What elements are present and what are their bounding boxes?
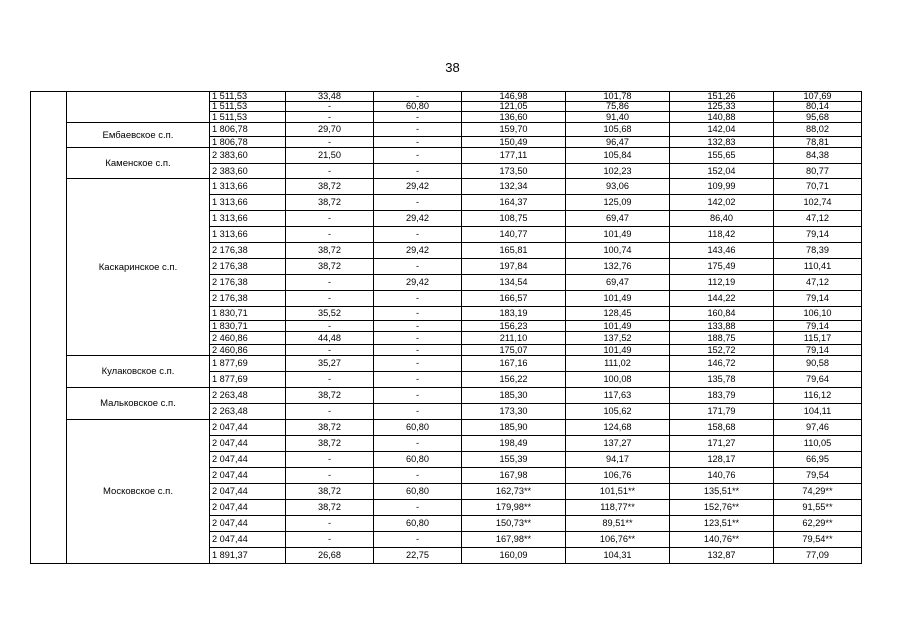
table-cell: 140,88: [670, 112, 774, 123]
settlement-name: Кулаковское с.п.: [67, 356, 210, 388]
table-cell: 105,68: [566, 123, 670, 137]
table-cell: -: [374, 468, 462, 484]
table-cell: -: [286, 532, 374, 548]
table-cell: 26,68: [286, 548, 374, 564]
table-cell: 2 047,44: [210, 532, 286, 548]
table-cell: 146,98: [462, 92, 566, 102]
table-cell: 29,42: [374, 275, 462, 291]
table-cell: 140,76: [670, 468, 774, 484]
table-cell: 38,72: [286, 179, 374, 195]
table-cell: 38,72: [286, 436, 374, 452]
table-row: [31, 123, 862, 137]
table-cell: 128,45: [566, 307, 670, 321]
table-cell: 135,78: [670, 372, 774, 388]
table-cell: -: [374, 137, 462, 148]
table-cell: 69,47: [566, 275, 670, 291]
table-cell: -: [286, 227, 374, 243]
table-cell: 152,72: [670, 345, 774, 356]
table-cell: 80,14: [774, 102, 862, 112]
table-cell: -: [374, 291, 462, 307]
table-cell: 146,72: [670, 356, 774, 372]
table-row: [31, 179, 862, 195]
table-row: [31, 420, 862, 436]
table-cell: 89,51**: [566, 516, 670, 532]
table-cell: -: [374, 500, 462, 516]
table-cell: 137,27: [566, 436, 670, 452]
table-cell: 167,98: [462, 468, 566, 484]
table-cell: 179,98**: [462, 500, 566, 516]
table-cell: 35,27: [286, 356, 374, 372]
table-cell: 97,46: [774, 420, 862, 436]
table-cell: -: [374, 404, 462, 420]
table-cell: 21,50: [286, 148, 374, 164]
table-cell: 106,10: [774, 307, 862, 321]
table-cell: 2 047,44: [210, 420, 286, 436]
table-cell: 1 830,71: [210, 321, 286, 332]
table-cell: 1 511,53: [210, 112, 286, 123]
table-cell: 78,39: [774, 243, 862, 259]
settlement-name: Каскаринское с.п.: [67, 179, 210, 356]
table-cell: 107,69: [774, 92, 862, 102]
table-cell: 69,47: [566, 211, 670, 227]
table-cell: 1 806,78: [210, 123, 286, 137]
table-cell: 110,05: [774, 436, 862, 452]
table-cell: -: [286, 291, 374, 307]
table-cell: 38,72: [286, 500, 374, 516]
table-cell: -: [286, 372, 374, 388]
table-cell: 198,49: [462, 436, 566, 452]
page-number: 38: [445, 60, 460, 75]
table-cell: 123,51**: [670, 516, 774, 532]
table-cell: 79,14: [774, 227, 862, 243]
table-cell: 38,72: [286, 259, 374, 275]
table-cell: 183,79: [670, 388, 774, 404]
table-cell: 1 891,37: [210, 548, 286, 564]
table-row: [31, 388, 862, 404]
table-cell: -: [374, 436, 462, 452]
table-cell: 94,17: [566, 452, 670, 468]
table-cell: 1 511,53: [210, 92, 286, 102]
table-cell: 2 383,60: [210, 164, 286, 179]
table-row: [31, 148, 862, 164]
table-cell: 47,12: [774, 275, 862, 291]
table-cell: 1 313,66: [210, 211, 286, 227]
table-cell: 79,64: [774, 372, 862, 388]
table-cell: 79,54: [774, 468, 862, 484]
table-cell: 2 263,48: [210, 388, 286, 404]
table-cell: -: [286, 137, 374, 148]
table-cell: 1 877,69: [210, 372, 286, 388]
table-cell: 171,27: [670, 436, 774, 452]
table-cell: 106,76**: [566, 532, 670, 548]
table-cell: 1 313,66: [210, 195, 286, 211]
table-cell: 74,29**: [774, 484, 862, 500]
table-cell: 104,11: [774, 404, 862, 420]
table-cell: 2 176,38: [210, 259, 286, 275]
table-cell: 188,75: [670, 332, 774, 345]
table-cell: 116,12: [774, 388, 862, 404]
table-cell: 132,83: [670, 137, 774, 148]
table-cell: 101,49: [566, 345, 670, 356]
table-cell: 112,19: [670, 275, 774, 291]
table-cell: 159,70: [462, 123, 566, 137]
table-cell: 60,80: [374, 452, 462, 468]
table-cell: 1 830,71: [210, 307, 286, 321]
table-cell: 105,62: [566, 404, 670, 420]
table-cell: 38,72: [286, 195, 374, 211]
table-cell: 167,16: [462, 356, 566, 372]
table-cell: 2 176,38: [210, 291, 286, 307]
settlement-name: Каменское с.п.: [67, 148, 210, 179]
table-cell: 111,02: [566, 356, 670, 372]
table-cell: -: [374, 148, 462, 164]
table-cell: -: [374, 123, 462, 137]
table-cell: -: [374, 92, 462, 102]
table-cell: 121,05: [462, 102, 566, 112]
table-cell: 135,51**: [670, 484, 774, 500]
table-cell: 144,22: [670, 291, 774, 307]
tariff-table: [30, 91, 862, 564]
table-cell: 75,86: [566, 102, 670, 112]
table-cell: 79,14: [774, 345, 862, 356]
table-cell: 91,40: [566, 112, 670, 123]
table-cell: -: [374, 259, 462, 275]
table-cell: 60,80: [374, 420, 462, 436]
table-cell: 91,55**: [774, 500, 862, 516]
table-cell: 155,39: [462, 452, 566, 468]
table-cell: 29,70: [286, 123, 374, 137]
table-cell: -: [374, 227, 462, 243]
table-cell: 2 047,44: [210, 452, 286, 468]
table-cell: -: [374, 345, 462, 356]
table-cell: 2 047,44: [210, 484, 286, 500]
table-cell: -: [286, 275, 374, 291]
table-cell: 2 460,86: [210, 332, 286, 345]
table-cell: -: [374, 332, 462, 345]
table-cell: 164,37: [462, 195, 566, 211]
table-cell: 1 313,66: [210, 179, 286, 195]
table-cell: 151,26: [670, 92, 774, 102]
table-cell: 101,78: [566, 92, 670, 102]
table-cell: 143,46: [670, 243, 774, 259]
table-cell: 175,49: [670, 259, 774, 275]
table-cell: 100,08: [566, 372, 670, 388]
table-cell: 62,29**: [774, 516, 862, 532]
table-cell: 78,81: [774, 137, 862, 148]
table-cell: 79,54**: [774, 532, 862, 548]
table-cell: 38,72: [286, 388, 374, 404]
table-cell: 2 047,44: [210, 500, 286, 516]
table-cell: 35,52: [286, 307, 374, 321]
table-cell: -: [374, 112, 462, 123]
table-cell: 183,19: [462, 307, 566, 321]
table-cell: 86,40: [670, 211, 774, 227]
table-cell: 79,14: [774, 321, 862, 332]
table-cell: -: [374, 388, 462, 404]
table-cell: 150,49: [462, 137, 566, 148]
table-cell: 165,81: [462, 243, 566, 259]
table-cell: 80,77: [774, 164, 862, 179]
table-cell: 38,72: [286, 484, 374, 500]
table-cell: -: [374, 164, 462, 179]
table-cell: 38,72: [286, 243, 374, 259]
table-cell: 108,75: [462, 211, 566, 227]
table-cell: 142,02: [670, 195, 774, 211]
table-cell: -: [286, 468, 374, 484]
table-cell: 211,10: [462, 332, 566, 345]
table-cell: 22,75: [374, 548, 462, 564]
settlement-name: Ембаевское с.п.: [67, 123, 210, 148]
table-cell: 177,11: [462, 148, 566, 164]
table-cell: 101,51**: [566, 484, 670, 500]
table-cell: 60,80: [374, 484, 462, 500]
table-cell: -: [286, 211, 374, 227]
table-cell: 60,80: [374, 516, 462, 532]
table-cell: 29,42: [374, 179, 462, 195]
table-cell: 2 047,44: [210, 468, 286, 484]
table-cell: 175,07: [462, 345, 566, 356]
table-cell: 38,72: [286, 420, 374, 436]
settlement-name: Мальковское с.п.: [67, 388, 210, 420]
table-cell: 156,22: [462, 372, 566, 388]
table-body: [31, 92, 862, 564]
table-cell: 2 176,38: [210, 275, 286, 291]
table-cell: -: [374, 307, 462, 321]
table-cell: 152,76**: [670, 500, 774, 516]
table-cell: 29,42: [374, 211, 462, 227]
table-cell: 115,17: [774, 332, 862, 345]
table-cell: 29,42: [374, 243, 462, 259]
table-cell: 118,77**: [566, 500, 670, 516]
table-cell: 101,49: [566, 321, 670, 332]
table-cell: 185,30: [462, 388, 566, 404]
table-cell: 66,95: [774, 452, 862, 468]
table-cell: 93,06: [566, 179, 670, 195]
table-cell: -: [374, 356, 462, 372]
table-cell: 104,31: [566, 548, 670, 564]
table-cell: 124,68: [566, 420, 670, 436]
table-cell: -: [286, 112, 374, 123]
table-cell: 118,42: [670, 227, 774, 243]
table-cell: 90,58: [774, 356, 862, 372]
table-cell: -: [286, 321, 374, 332]
table-cell: 160,09: [462, 548, 566, 564]
table-cell: 1 313,66: [210, 227, 286, 243]
table-cell: 106,76: [566, 468, 670, 484]
table-cell: 133,88: [670, 321, 774, 332]
settlement-name: [67, 92, 210, 123]
table-cell: 2 383,60: [210, 148, 286, 164]
table-cell: 173,50: [462, 164, 566, 179]
table-cell: 101,49: [566, 291, 670, 307]
table-cell: 1 511,53: [210, 102, 286, 112]
table-cell: 2 047,44: [210, 436, 286, 452]
table-cell: 134,54: [462, 275, 566, 291]
table-cell: 2 176,38: [210, 243, 286, 259]
table-cell: 155,65: [670, 148, 774, 164]
table-cell: 142,04: [670, 123, 774, 137]
table-cell: 102,23: [566, 164, 670, 179]
table-cell: -: [286, 164, 374, 179]
table-cell: 150,73**: [462, 516, 566, 532]
table-cell: 140,77: [462, 227, 566, 243]
table-cell: 1 877,69: [210, 356, 286, 372]
table-cell: -: [286, 452, 374, 468]
table-cell: 156,23: [462, 321, 566, 332]
table-cell: -: [374, 195, 462, 211]
table-cell: 47,12: [774, 211, 862, 227]
table-cell: 110,41: [774, 259, 862, 275]
table-cell: 173,30: [462, 404, 566, 420]
table-cell: 44,48: [286, 332, 374, 345]
table-cell: -: [286, 102, 374, 112]
left-empty-column: [31, 92, 67, 564]
table-cell: 96,47: [566, 137, 670, 148]
table-cell: 132,87: [670, 548, 774, 564]
table-cell: 33,48: [286, 92, 374, 102]
table-cell: 84,38: [774, 148, 862, 164]
table-cell: 171,79: [670, 404, 774, 420]
table-cell: 136,60: [462, 112, 566, 123]
table-cell: 60,80: [374, 102, 462, 112]
table-cell: 2 263,48: [210, 404, 286, 420]
table-cell: 137,52: [566, 332, 670, 345]
table-cell: 77,09: [774, 548, 862, 564]
table-cell: -: [374, 321, 462, 332]
table-cell: 70,71: [774, 179, 862, 195]
table-cell: 125,09: [566, 195, 670, 211]
table-cell: 125,33: [670, 102, 774, 112]
table-cell: 152,04: [670, 164, 774, 179]
table-cell: 160,84: [670, 307, 774, 321]
table-cell: 197,84: [462, 259, 566, 275]
table-cell: -: [286, 345, 374, 356]
table-cell: -: [374, 532, 462, 548]
table-cell: 2 047,44: [210, 516, 286, 532]
table-cell: 101,49: [566, 227, 670, 243]
table-cell: 117,63: [566, 388, 670, 404]
table-cell: 140,76**: [670, 532, 774, 548]
table-cell: 102,74: [774, 195, 862, 211]
table-cell: 2 460,86: [210, 345, 286, 356]
table-cell: 109,99: [670, 179, 774, 195]
table-cell: 132,76: [566, 259, 670, 275]
table-cell: 185,90: [462, 420, 566, 436]
table-cell: 128,17: [670, 452, 774, 468]
table-cell: 158,68: [670, 420, 774, 436]
table-cell: 167,98**: [462, 532, 566, 548]
table-cell: 105,84: [566, 148, 670, 164]
table-row: [31, 92, 862, 102]
table-cell: 1 806,78: [210, 137, 286, 148]
table-cell: -: [374, 372, 462, 388]
table-cell: 162,73**: [462, 484, 566, 500]
table-row: [31, 356, 862, 372]
settlement-name: Московское с.п.: [67, 420, 210, 564]
table-cell: -: [286, 516, 374, 532]
table-cell: 95,68: [774, 112, 862, 123]
table-cell: 79,14: [774, 291, 862, 307]
table-cell: 100,74: [566, 243, 670, 259]
table-cell: -: [286, 404, 374, 420]
table-cell: 132,34: [462, 179, 566, 195]
table-cell: 88,02: [774, 123, 862, 137]
table-cell: 166,57: [462, 291, 566, 307]
